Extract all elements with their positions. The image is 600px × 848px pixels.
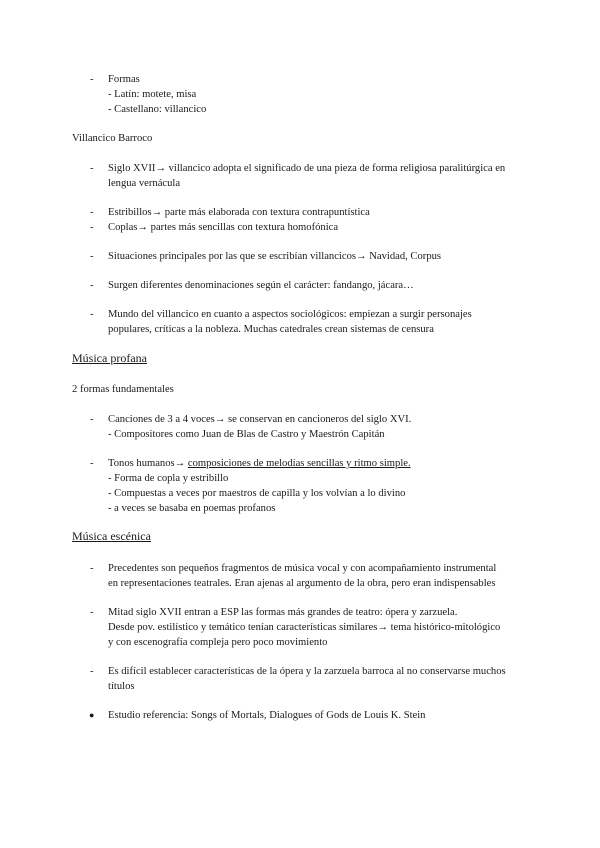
text-line: Siglo XVII→ villancico adopta el significado de una pieza de forma religiosa paralitúrgica en xyxy=(108,163,506,174)
escenica-final-content xyxy=(108,708,538,723)
text-line: - Forma de copla y estribillo xyxy=(108,473,229,484)
villancico-title: Villancico Barroco xyxy=(72,133,153,144)
profana-item-content xyxy=(108,412,538,442)
dash-bullet: - xyxy=(90,251,94,262)
text-line: - a veces se basaba en poemas profanos xyxy=(108,503,276,514)
dash-bullet: - xyxy=(90,607,94,618)
text-line: Mitad siglo XVII entran a ESP las formas más grandes de teatro: ópera y zarzuela. xyxy=(108,607,458,618)
dash-bullet: - xyxy=(90,309,94,320)
tonos-prefix: Tonos humanos→ xyxy=(108,458,188,469)
dash-bullet: - xyxy=(90,222,94,233)
escenica-item-content xyxy=(108,664,538,694)
formas-title: Formas xyxy=(108,74,140,85)
text-line: lengua vernácula xyxy=(108,178,181,189)
villancico-item-content xyxy=(108,307,538,337)
text-line: y con escenografía compleja pero poco movimiento xyxy=(108,637,328,648)
text-line: - Compuestas a veces por maestros de capilla y los volvían a lo divino xyxy=(108,488,406,499)
dash-bullet: - xyxy=(90,414,94,425)
dash-bullet: - xyxy=(90,280,94,291)
text-line xyxy=(108,456,538,471)
text-line: Coplas→ partes más sencillas con textura homofónica xyxy=(108,222,339,233)
escenica-item-content xyxy=(108,605,538,650)
villancico-item-content xyxy=(108,278,538,293)
text-line: Precedentes son pequeños fragmentos de música vocal y con acompañamiento instrumental xyxy=(108,563,497,574)
text-line: Surgen diferentes denominaciones según el carácter: fandango, jácara… xyxy=(108,280,414,291)
dash-bullet: - xyxy=(90,458,94,469)
tonos-underlined: composiciones de melodías sencillas y ritmo simple. xyxy=(187,458,411,469)
formas-content xyxy=(108,72,538,117)
text-line: Desde pov. estilístico y temático tenían características similares→ tema histórico-mitológico xyxy=(108,622,501,633)
text-line: - Compositores como Juan de Blas de Castro y Maestrón Capitán xyxy=(108,429,385,440)
section-heading-escenica: Música escénica xyxy=(72,529,151,543)
villancico-item-content xyxy=(108,205,538,220)
text-line: en representaciones teatrales. Eran ajenas al argumento de la obra, pero eran indispensables xyxy=(108,578,496,589)
dash-bullet: - xyxy=(90,207,94,218)
formas-sub-line: - Castellano: villancico xyxy=(108,104,207,115)
section-heading-profana: Música profana xyxy=(72,351,147,365)
text-line: Estudio referencia: Songs of Mortals, Dialogues of Gods de Louis K. Stein xyxy=(108,710,426,721)
villancico-item-content xyxy=(108,220,538,235)
dash-bullet: - xyxy=(90,563,94,574)
text-line: Situaciones principales por las que se escribían villancicos→ Navidad, Corpus xyxy=(108,251,442,262)
text-line: Es difícil establecer características de la ópera y la zarzuela barroca al no conservarse muchos xyxy=(108,666,506,677)
dash-bullet: - xyxy=(90,666,94,677)
formas-sub-line: - Latín: motete, misa xyxy=(108,89,197,100)
profana-item-content xyxy=(108,456,538,516)
profana-intro: 2 formas fundamentales xyxy=(72,384,174,395)
text-line: Mundo del villancico en cuanto a aspectos sociológicos: empiezan a surgir personajes xyxy=(108,309,472,320)
text-line: Canciones de 3 a 4 voces→ se conservan en cancioneros del siglo XVI. xyxy=(108,414,412,425)
villancico-item-content xyxy=(108,249,538,264)
villancico-item-content xyxy=(108,161,538,191)
escenica-item-content xyxy=(108,561,538,591)
text-line: populares, críticas a la nobleza. Muchas catedrales crean sistemas de censura xyxy=(108,324,434,335)
dot-bullet: ● xyxy=(89,710,95,720)
text-line: Estribillos→ parte más elaborada con textura contrapuntística xyxy=(108,207,370,218)
text-line: títulos xyxy=(108,681,135,692)
dash-bullet: - xyxy=(90,74,94,85)
dash-bullet: - xyxy=(90,163,94,174)
